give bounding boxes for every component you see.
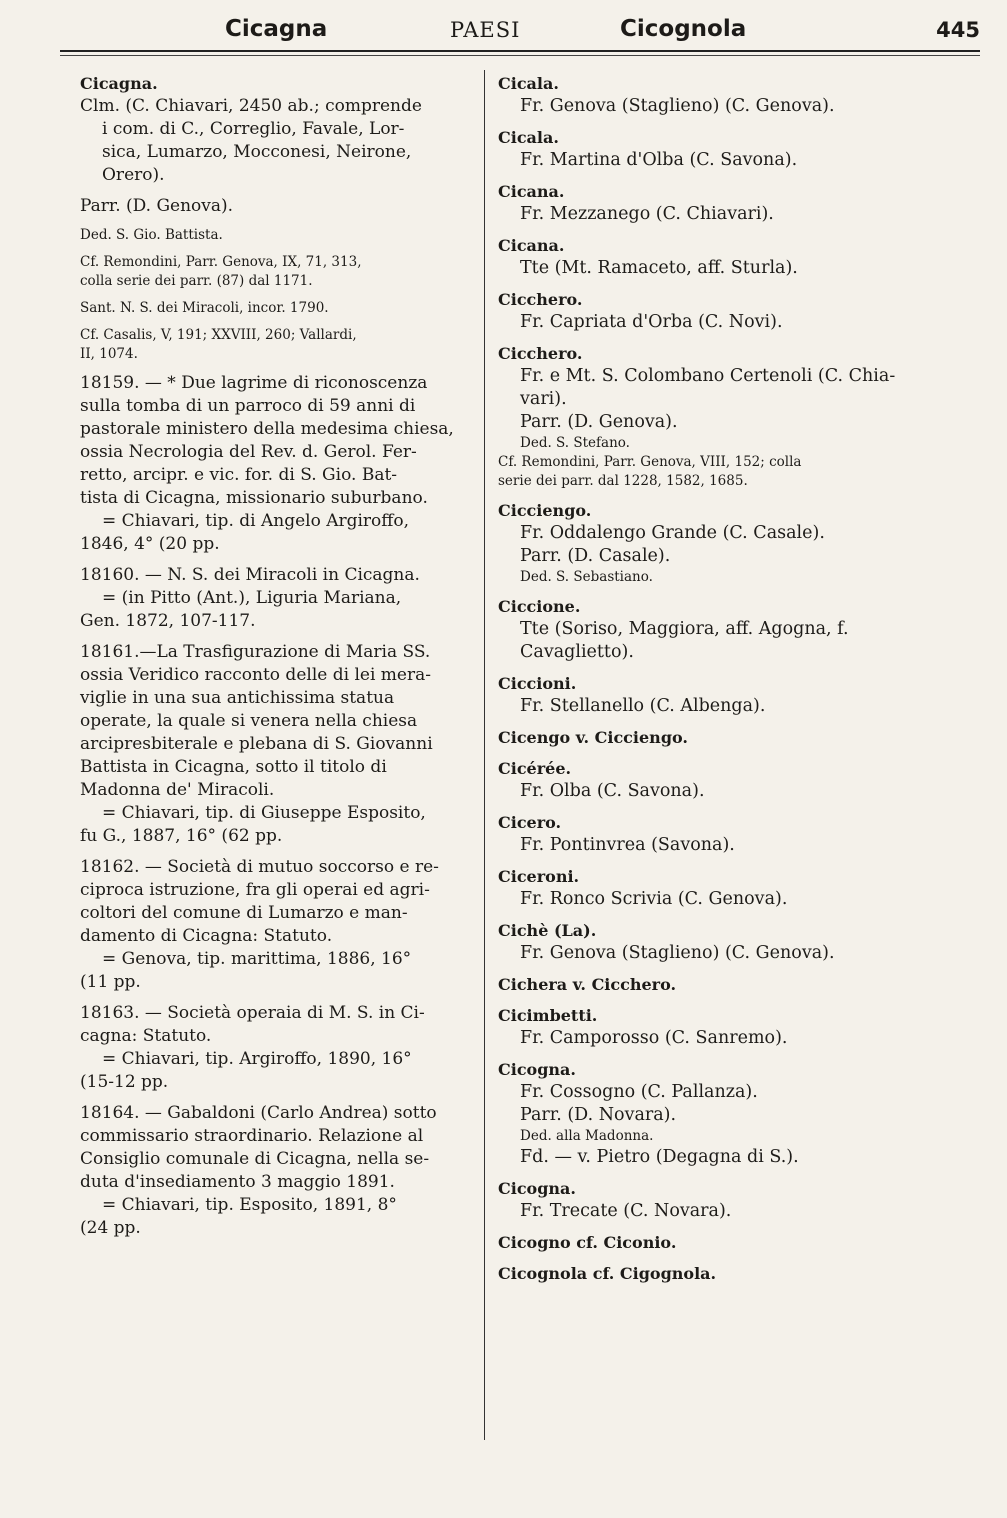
entry-line: 18164. — Gabaldoni (Carlo Andrea) sotto: [80, 1103, 437, 1123]
note-line: Ded. alla Madonna.: [520, 1128, 654, 1144]
entry-line: Fr. Genova (Staglieno) (C. Genova).: [520, 943, 835, 963]
entry: [498, 1177, 914, 1223]
running-header: [60, 14, 980, 48]
entry-heading: Cicogna.: [498, 1179, 576, 1198]
entry-line: operate, la quale si venera nella chiesa: [80, 711, 418, 731]
entry-line: Clm. (C. Chiavari, 2450 ab.; comprende: [80, 96, 422, 116]
entry-line: Gen. 1872, 107-117.: [80, 611, 256, 631]
entry-line: Battista in Cicagna, sotto il titolo di: [80, 757, 387, 777]
header-rule-thick: [60, 50, 980, 52]
entry-line: 18161.—La Trasfigurazione di Maria SS.: [80, 642, 431, 662]
note-line: serie dei parr. dal 1228, 1582, 1685.: [498, 473, 748, 489]
column-divider: [484, 70, 485, 1440]
entry-heading: Cicagna.: [80, 74, 158, 93]
entry-line: = (in Pitto (Ant.), Liguria Mariana,: [102, 588, 402, 608]
left-column: [80, 72, 476, 1248]
entry-line: cagna: Statuto.: [80, 1026, 212, 1046]
entry-line: 18160. — N. S. dei Miracoli in Cicagna.: [80, 565, 420, 585]
header-rule-thin: [60, 55, 980, 56]
entry-heading: Cicimbetti.: [498, 1006, 598, 1025]
entry: [80, 1002, 476, 1094]
entry-line: Fr. Capriata d'Orba (C. Novi).: [520, 312, 783, 332]
entry: [80, 72, 476, 187]
entry-line: Fr. Pontinvrea (Savona).: [520, 835, 735, 855]
entry: [498, 726, 914, 749]
entry-line: Fr. Ronco Scrivia (C. Genova).: [520, 889, 788, 909]
entry: [498, 919, 914, 965]
entry-line: coltori del comune di Lumarzo e man-: [80, 903, 408, 923]
entry: [498, 1004, 914, 1050]
entry-line: Tte (Soriso, Maggiora, aff. Agogna, f.: [520, 619, 849, 639]
entry-heading: Ciccione.: [498, 597, 581, 616]
entry-heading: Cicchero.: [498, 290, 583, 309]
entry: [80, 226, 476, 245]
entry-line: viglie in una sua antichissima statua: [80, 688, 395, 708]
entry-line: retto, arcipr. e vic. for. di S. Gio. Bat-: [80, 465, 398, 485]
entry-heading: Ciccioni.: [498, 674, 577, 693]
entry-line: pastorale ministero della medesima chiesa,: [80, 419, 454, 439]
note-line: Cf. Remondini, Parr. Genova, IX, 71, 313,: [80, 254, 362, 270]
entry-line: duta d'insediamento 3 maggio 1891.: [80, 1172, 395, 1192]
entry-line: Madonna de' Miracoli.: [80, 780, 275, 800]
entry-line: ossia Necrologia del Rev. d. Gerol. Fer-: [80, 442, 417, 462]
entry-line: Fr. Oddalengo Grande (C. Casale).: [520, 523, 825, 543]
entry-line: = Chiavari, tip. Argiroffo, 1890, 16°: [102, 1049, 412, 1069]
entry-line: (15-12 pp.: [80, 1072, 169, 1092]
entry-line: Consiglio comunale di Cicagna, nella se-: [80, 1149, 430, 1169]
entry-line: ciproca istruzione, fra gli operai ed agri-: [80, 880, 430, 900]
note-line: Cf. Casalis, V, 191; XXVIII, 260; Vallardi,: [80, 327, 357, 343]
note-line: Ded. S. Sebastiano.: [520, 569, 653, 585]
note-line: Ded. S. Stefano.: [520, 435, 630, 451]
entry-heading: Cicchero.: [498, 344, 583, 363]
entry: [498, 499, 914, 587]
entry-heading: Cicogna.: [498, 1060, 576, 1079]
entry-heading: Cicengo v. Cicciengo.: [498, 728, 688, 747]
entry: [80, 1102, 476, 1240]
entry-line: = Chiavari, tip. Esposito, 1891, 8°: [102, 1195, 397, 1215]
entry-line: 1846, 4° (20 pp.: [80, 534, 220, 554]
note-line: Sant. N. S. dei Miracoli, incor. 1790.: [80, 300, 329, 316]
entry: [498, 1262, 914, 1285]
entry-heading: Cicala.: [498, 74, 559, 93]
entry-heading: Ciceroni.: [498, 867, 580, 886]
entry-line: damento di Cicagna: Statuto.: [80, 926, 333, 946]
header-left-word: Cicagna: [225, 16, 328, 42]
entry-line: Fr. e Mt. S. Colombano Certenoli (C. Chia-: [520, 366, 896, 386]
entry-heading: Cicérée.: [498, 759, 572, 778]
entry-heading: Cicognola cf. Cigognola.: [498, 1264, 717, 1283]
entry: [498, 234, 914, 280]
header-right-word: Cicognola: [620, 16, 747, 42]
entry-heading: Cicero.: [498, 813, 562, 832]
entry-line: sica, Lumarzo, Mocconesi, Neirone,: [102, 142, 412, 162]
entry-line: = Chiavari, tip. di Angelo Argiroffo,: [102, 511, 410, 531]
entry-heading: Cichè (La).: [498, 921, 597, 940]
entry-line: Tte (Mt. Ramaceto, aff. Sturla).: [520, 258, 798, 278]
entry-line: i com. di C., Correglio, Favale, Lor-: [102, 119, 405, 139]
entry-line: 18163. — Società operaia di M. S. in Ci-: [80, 1003, 425, 1023]
entry: [498, 1058, 914, 1169]
entry-line: sulla tomba di un parroco di 59 anni di: [80, 396, 416, 416]
entry: [498, 865, 914, 911]
entry-line: Fr. Olba (C. Savona).: [520, 781, 705, 801]
entry-line: arcipresbiterale e plebana di S. Giovanni: [80, 734, 433, 754]
entry-line: Orero).: [102, 165, 165, 185]
entry-line: 18162. — Società di mutuo soccorso e re-: [80, 857, 439, 877]
header-section: PAESI: [450, 18, 521, 42]
entry-line: (11 pp.: [80, 972, 141, 992]
entry-line: Fr. Stellanello (C. Albenga).: [520, 696, 766, 716]
entry-line: Parr. (D. Novara).: [520, 1105, 677, 1125]
entry: [498, 672, 914, 718]
entry-line: = Chiavari, tip. di Giuseppe Esposito,: [102, 803, 426, 823]
entry: [498, 288, 914, 334]
entry: [498, 126, 914, 172]
entry: [80, 856, 476, 994]
entry-line: Cavaglietto).: [520, 642, 634, 662]
entry-line: vari).: [520, 389, 567, 409]
entry-heading: Cicciengo.: [498, 501, 592, 520]
entry-heading: Cicogno cf. Ciconio.: [498, 1233, 677, 1252]
entry: [80, 326, 476, 364]
entry-line: Fr. Mezzanego (C. Chiavari).: [520, 204, 774, 224]
entry-line: 18159. — * Due lagrime di riconoscenza: [80, 373, 428, 393]
entry: [498, 342, 914, 491]
entry: [80, 299, 476, 318]
entry-line: Parr. (D. Casale).: [520, 546, 671, 566]
entry: [498, 1231, 914, 1254]
page-number: 445: [936, 18, 980, 42]
entry: [80, 195, 476, 218]
entry-heading: Cicala.: [498, 128, 559, 147]
entry-line: Fd. — v. Pietro (Degagna di S.).: [520, 1147, 799, 1167]
right-column: [498, 72, 914, 1293]
entry-line: fu G., 1887, 16° (62 pp.: [80, 826, 283, 846]
entry-line: Parr. (D. Genova).: [520, 412, 678, 432]
entry: [498, 180, 914, 226]
entry: [498, 757, 914, 803]
note-line: Ded. S. Gio. Battista.: [80, 227, 223, 243]
note-line: Cf. Remondini, Parr. Genova, VIII, 152; colla: [498, 454, 802, 470]
entry-line: Fr. Martina d'Olba (C. Savona).: [520, 150, 798, 170]
entry-heading: Cicana.: [498, 236, 565, 255]
entry-line: Fr. Genova (Staglieno) (C. Genova).: [520, 96, 835, 116]
entry-line: commissario straordinario. Relazione al: [80, 1126, 424, 1146]
entry: [80, 564, 476, 633]
entry-line: Parr. (D. Genova).: [80, 196, 234, 216]
entry-line: Fr. Trecate (C. Novara).: [520, 1201, 732, 1221]
entry-heading: Cicana.: [498, 182, 565, 201]
entry-heading: Cichera v. Cicchero.: [498, 975, 677, 994]
entry-line: ossia Veridico racconto delle di lei mera-: [80, 665, 431, 685]
entry-line: (24 pp.: [80, 1218, 141, 1238]
entry-line: Fr. Camporosso (C. Sanremo).: [520, 1028, 788, 1048]
entry: [498, 595, 914, 664]
entry: [498, 973, 914, 996]
entry: [80, 253, 476, 291]
entry-line: = Genova, tip. marittima, 1886, 16°: [102, 949, 412, 969]
entry: [80, 641, 476, 848]
note-line: II, 1074.: [80, 346, 138, 362]
entry: [80, 372, 476, 556]
entry-line: Fr. Cossogno (C. Pallanza).: [520, 1082, 758, 1102]
note-line: colla serie dei parr. (87) dal 1171.: [80, 273, 313, 289]
entry-line: tista di Cicagna, missionario suburbano.: [80, 488, 428, 508]
entry: [498, 72, 914, 118]
entry: [498, 811, 914, 857]
